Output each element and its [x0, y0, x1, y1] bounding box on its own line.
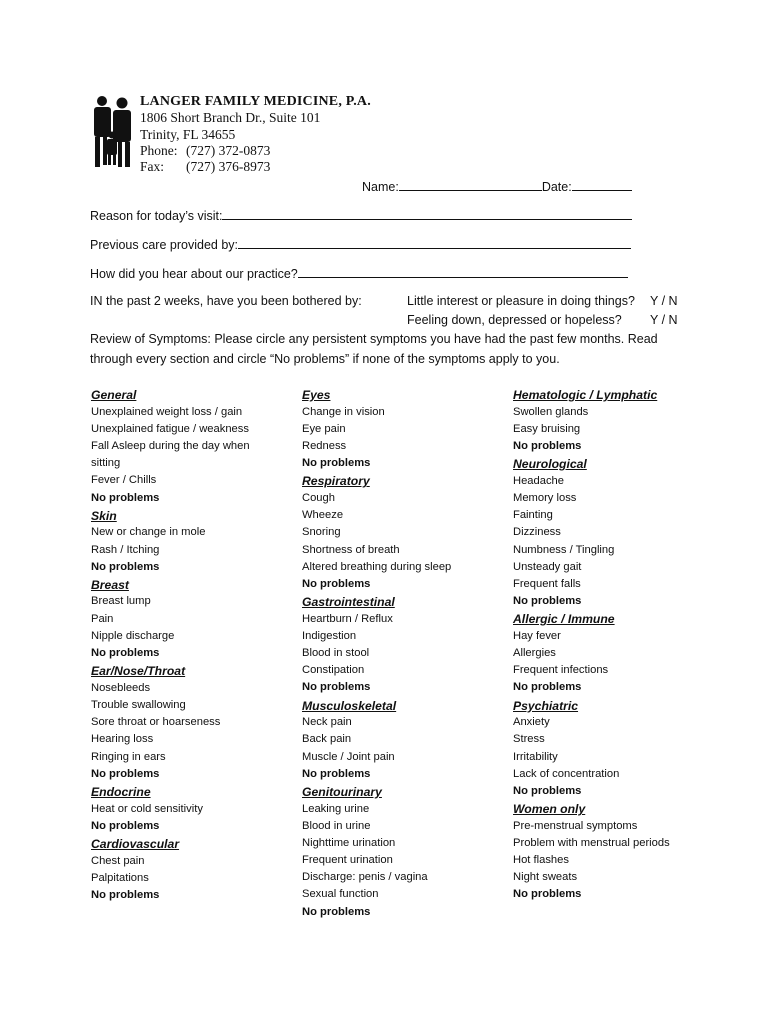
- symptom-column-1: [91, 386, 250, 904]
- symptom-option[interactable]: Frequent urination: [302, 854, 393, 867]
- symptom-option[interactable]: Sexual function: [302, 888, 379, 901]
- symptom-option[interactable]: Swollen glands: [513, 405, 589, 418]
- section-heading: Musculoskeletal: [302, 698, 397, 713]
- symptom-option[interactable]: Ringing in ears: [91, 750, 166, 763]
- symptom-option[interactable]: Pre-menstrual symptoms: [513, 819, 638, 832]
- reason-label: Reason for today’s visit:: [90, 209, 223, 223]
- symptom-option[interactable]: Allergies: [513, 647, 556, 660]
- symptom-option[interactable]: Lack of concentration: [513, 767, 620, 780]
- no-problems-option[interactable]: No problems: [91, 647, 160, 660]
- symptom-option[interactable]: New or change in mole: [91, 526, 206, 539]
- symptom-option[interactable]: Muscle / Joint pain: [302, 750, 395, 763]
- symptom-option[interactable]: Sore throat or hoarseness: [91, 716, 221, 729]
- date-label: Date:: [541, 180, 572, 194]
- practice-address-line1: 1806 Short Branch Dr., Suite 101: [140, 110, 321, 126]
- section-heading: Ear/Nose/Throat: [91, 664, 186, 679]
- screening-answer-2[interactable]: Y / N: [650, 313, 678, 327]
- letterhead: [140, 94, 371, 175]
- name-field[interactable]: [399, 178, 542, 191]
- symptom-option[interactable]: Frequent infections: [513, 664, 609, 677]
- section-heading: Eyes: [302, 388, 331, 402]
- symptom-option[interactable]: Constipation: [302, 664, 365, 677]
- symptom-option[interactable]: Snoring: [302, 526, 341, 539]
- symptom-column-2: [302, 386, 451, 921]
- fax-label: Fax:: [140, 159, 165, 175]
- section-heading: Skin: [91, 508, 117, 523]
- symptom-option[interactable]: Anxiety: [513, 716, 550, 729]
- no-problems-option[interactable]: No problems: [302, 905, 371, 918]
- symptom-option[interactable]: Hot flashes: [513, 854, 569, 867]
- symptom-option[interactable]: Nipple discharge: [91, 629, 175, 642]
- symptom-option[interactable]: Cough: [302, 491, 335, 504]
- symptom-option[interactable]: Irritability: [513, 750, 558, 763]
- screening-answer-1[interactable]: Y / N: [650, 294, 678, 308]
- no-problems-option[interactable]: No problems: [91, 888, 160, 901]
- symptom-option[interactable]: Numbness / Tingling: [513, 543, 615, 556]
- screening-intro: IN the past 2 weeks, have you been bothered by:: [90, 294, 362, 308]
- phone-label: Phone:: [140, 142, 178, 158]
- symptom-option[interactable]: Memory loss: [513, 491, 577, 504]
- symptom-option[interactable]: Fainting: [513, 509, 553, 522]
- symptom-option[interactable]: Hearing loss: [91, 733, 154, 746]
- family-logo-icon: [92, 95, 134, 169]
- no-problems-option[interactable]: No problems: [513, 681, 582, 694]
- symptom-column-3: [513, 386, 670, 904]
- previous-care-row: [90, 236, 631, 252]
- symptom-option[interactable]: Rash / Itching: [91, 543, 160, 556]
- symptom-option[interactable]: Headache: [513, 474, 565, 487]
- referral-field[interactable]: [298, 265, 628, 278]
- section-heading: General: [91, 388, 137, 402]
- no-problems-option[interactable]: No problems: [91, 491, 160, 504]
- reason-field[interactable]: [222, 207, 632, 220]
- screening-question-2: Feeling down, depressed or hopeless?: [407, 313, 622, 327]
- reason-row: [90, 207, 632, 223]
- symptom-option[interactable]: Palpitations: [91, 871, 149, 884]
- symptom-option[interactable]: Easy bruising: [513, 422, 581, 435]
- previous-care-field[interactable]: [238, 236, 631, 249]
- no-problems-option[interactable]: No problems: [91, 819, 160, 832]
- symptom-option[interactable]: Redness: [302, 439, 347, 452]
- symptom-option[interactable]: Neck pain: [302, 716, 352, 729]
- symptom-option[interactable]: Altered breathing during sleep: [302, 560, 452, 573]
- section-heading: Allergic / Immune: [513, 612, 615, 627]
- review-of-symptoms-instructions: Review of Symptoms: Please circle any persistent symptoms you have had the past few months. Read through every section and circle “No problems” if none of the symptoms apply to you.: [90, 332, 658, 366]
- previous-care-label: Previous care provided by:: [90, 238, 238, 252]
- symptom-option[interactable]: Back pain: [302, 733, 352, 746]
- symptom-option[interactable]: Pain: [91, 612, 114, 625]
- date-field[interactable]: [572, 178, 632, 191]
- no-problems-option[interactable]: No problems: [513, 439, 582, 452]
- section-heading: Genitourinary: [302, 784, 382, 799]
- symptom-option[interactable]: Nosebleeds: [91, 681, 151, 694]
- section-heading: Hematologic / Lymphatic: [513, 388, 658, 402]
- symptom-option[interactable]: Nighttime urination: [302, 836, 396, 849]
- symptom-option[interactable]: Hay fever: [513, 629, 561, 642]
- no-problems-option[interactable]: No problems: [91, 560, 160, 573]
- practice-address-line2: Trinity, FL 34655: [140, 126, 236, 142]
- symptom-option[interactable]: Change in vision: [302, 405, 385, 418]
- symptom-option[interactable]: Fall Asleep during the day when: [91, 439, 250, 452]
- no-problems-option[interactable]: No problems: [302, 767, 371, 780]
- symptom-option[interactable]: Problem with menstrual periods: [513, 836, 670, 849]
- section-heading: Respiratory: [302, 474, 370, 489]
- no-problems-option[interactable]: No problems: [513, 595, 582, 608]
- symptom-option[interactable]: Shortness of breath: [302, 543, 400, 556]
- symptom-option[interactable]: Heat or cold sensitivity: [91, 802, 203, 815]
- section-heading: Cardiovascular: [91, 836, 180, 851]
- symptom-option[interactable]: sitting: [91, 457, 121, 470]
- section-heading: Neurological: [513, 457, 587, 472]
- symptom-option[interactable]: Unsteady gait: [513, 560, 582, 573]
- name-label: Name:: [362, 180, 399, 194]
- practice-fax: (727) 376-8973: [186, 159, 271, 175]
- symptom-option[interactable]: Chest pain: [91, 854, 145, 867]
- symptom-option[interactable]: Unexplained fatigue / weakness: [91, 422, 249, 435]
- symptom-option[interactable]: Breast lump: [91, 595, 151, 608]
- no-problems-option[interactable]: No problems: [513, 888, 582, 901]
- referral-row: [90, 265, 628, 281]
- symptom-option[interactable]: Fever / Chills: [91, 474, 157, 487]
- name-date-row: [362, 178, 632, 194]
- symptom-option[interactable]: Blood in urine: [302, 819, 371, 832]
- no-problems-option[interactable]: No problems: [513, 784, 582, 797]
- screening-question-1: Little interest or pleasure in doing things?: [407, 294, 635, 308]
- section-heading: Psychiatric: [513, 698, 579, 713]
- symptom-option[interactable]: Frequent falls: [513, 577, 581, 590]
- symptom-option[interactable]: Discharge: penis / vagina: [302, 871, 428, 884]
- section-heading: Women only: [513, 802, 586, 817]
- no-problems-option[interactable]: No problems: [302, 681, 371, 694]
- symptom-option[interactable]: Blood in stool: [302, 647, 370, 660]
- symptom-option[interactable]: Stress: [513, 733, 545, 746]
- symptom-option[interactable]: Leaking urine: [302, 802, 370, 815]
- symptom-option[interactable]: Heartburn / Reflux: [302, 612, 393, 625]
- no-problems-option[interactable]: No problems: [302, 577, 371, 590]
- no-problems-option[interactable]: No problems: [302, 457, 371, 470]
- symptom-option[interactable]: Unexplained weight loss / gain: [91, 405, 243, 418]
- no-problems-option[interactable]: No problems: [91, 767, 160, 780]
- symptom-option[interactable]: Night sweats: [513, 871, 578, 884]
- symptom-option[interactable]: Eye pain: [302, 422, 346, 435]
- practice-phone: (727) 372-0873: [186, 142, 271, 158]
- practice-name: LANGER FAMILY MEDICINE, P.A.: [140, 94, 371, 109]
- referral-label: How did you hear about our practice?: [90, 267, 298, 281]
- section-heading: Breast: [91, 577, 129, 592]
- symptom-option[interactable]: Wheeze: [302, 509, 344, 522]
- symptom-option[interactable]: Indigestion: [302, 629, 357, 642]
- section-heading: Endocrine: [91, 784, 151, 799]
- section-heading: Gastrointestinal: [302, 595, 395, 610]
- symptom-option[interactable]: Trouble swallowing: [91, 699, 186, 711]
- symptom-option[interactable]: Dizziness: [513, 526, 561, 539]
